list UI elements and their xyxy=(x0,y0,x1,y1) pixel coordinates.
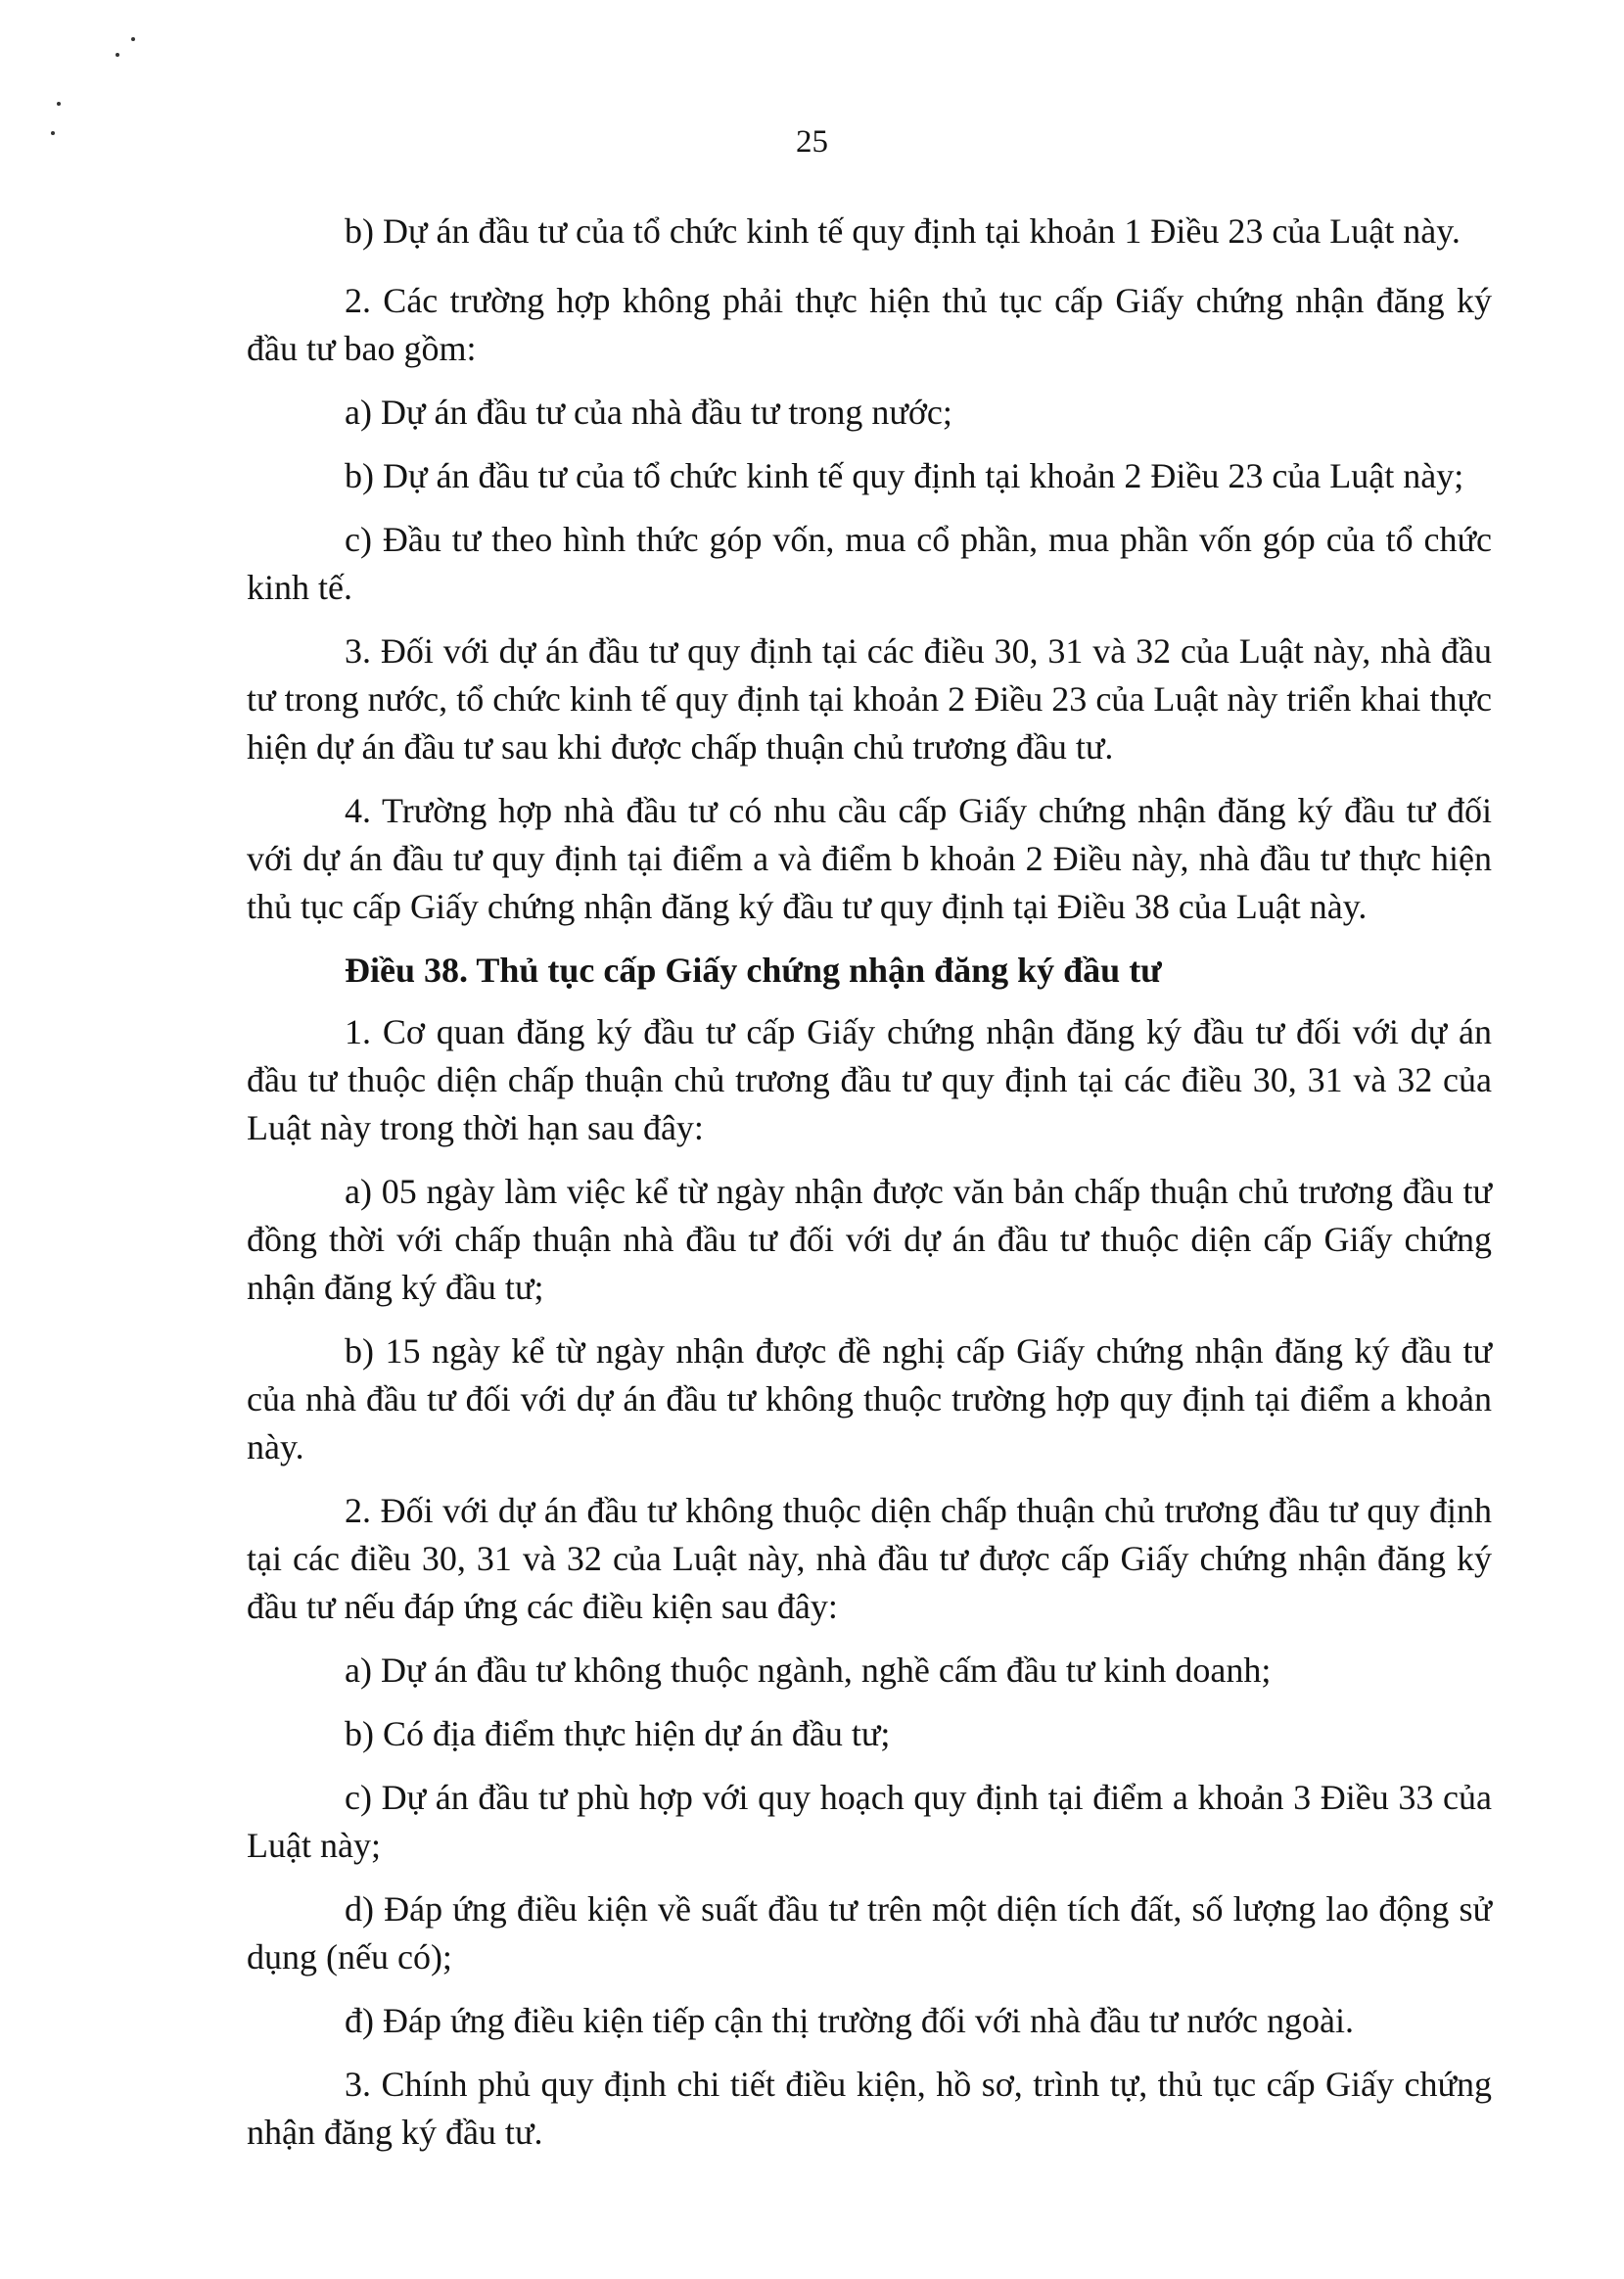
paragraph: 2. Đối với dự án đầu tư không thuộc diện chấp thuận chủ trương đầu tư quy định tại các điều 30, 31 và 32 của Luật này, nhà đầu tư được cấp Giấy chứng nhận đăng ký đầu tư nếu đáp ứng các điều kiện sau đây: xyxy=(247,1491,1492,1626)
paragraph: d) Đáp ứng điều kiện về suất đầu tư trên một diện tích đất, số lượng lao động sử dụng (nếu có); xyxy=(247,1889,1492,1977)
scan-speck xyxy=(57,102,61,106)
paragraph: 3. Chính phủ quy định chi tiết điều kiện, hồ sơ, trình tự, thủ tục cấp Giấy chứng nhận đăng ký đầu tư. xyxy=(247,2065,1492,2152)
paragraph: 2. Các trường hợp không phải thực hiện thủ tục cấp Giấy chứng nhận đăng ký đầu tư bao gồm: xyxy=(247,281,1492,368)
paragraph: c) Dự án đầu tư phù hợp với quy hoạch quy định tại điểm a khoản 3 Điều 33 của Luật này; xyxy=(247,1778,1492,1865)
paragraph: a) Dự án đầu tư không thuộc ngành, nghề cấm đầu tư kinh doanh; xyxy=(345,1651,1272,1690)
paragraph: b) 15 ngày kể từ ngày nhận được đề nghị cấp Giấy chứng nhận đăng ký đầu tư của nhà đầu tư đối với dự án đầu tư không thuộc trường hợp quy định tại điểm a khoản này. xyxy=(247,1331,1492,1466)
paragraph: 3. Đối với dự án đầu tư quy định tại các điều 30, 31 và 32 của Luật này, nhà đầu tư trong nước, tổ chức kinh tế quy định tại khoản 2 Điều 23 của Luật này triển khai thực hiện dự án đầu tư sau khi được chấp thuận chủ trương đầu tư. xyxy=(247,631,1492,767)
document-body xyxy=(247,208,1492,2172)
paragraph: a) Dự án đầu tư của nhà đầu tư trong nước; xyxy=(345,393,952,432)
article-heading: Điều 38. Thủ tục cấp Giấy chứng nhận đăng ký đầu tư xyxy=(345,951,1162,990)
paragraph: đ) Đáp ứng điều kiện tiếp cận thị trường đối với nhà đầu tư nước ngoài. xyxy=(345,2001,1354,2040)
page-number: 25 xyxy=(796,124,828,160)
paragraph: 4. Trường hợp nhà đầu tư có nhu cầu cấp Giấy chứng nhận đăng ký đầu tư đối với dự án đầu tư quy định tại điểm a và điểm b khoản 2 Điều này, nhà đầu tư thực hiện thủ tục cấp Giấy chứng nhận đăng ký đầu tư quy định tại Điều 38 của Luật này. xyxy=(247,791,1492,926)
paragraph: b) Dự án đầu tư của tổ chức kinh tế quy định tại khoản 1 Điều 23 của Luật này. xyxy=(345,211,1461,251)
paragraph: b) Dự án đầu tư của tổ chức kinh tế quy định tại khoản 2 Điều 23 của Luật này; xyxy=(345,456,1464,495)
paragraph: b) Có địa điểm thực hiện dự án đầu tư; xyxy=(345,1714,891,1753)
scan-speck xyxy=(131,37,135,41)
paragraph: c) Đầu tư theo hình thức góp vốn, mua cổ phần, mua phần vốn góp của tổ chức kinh tế. xyxy=(247,520,1492,607)
paragraph: 1. Cơ quan đăng ký đầu tư cấp Giấy chứng nhận đăng ký đầu tư đối với dự án đầu tư thuộc diện chấp thuận chủ trương đầu tư quy định tại các điều 30, 31 và 32 của Luật này trong thời hạn sau đây: xyxy=(247,1012,1492,1147)
paragraph: a) 05 ngày làm việc kể từ ngày nhận được văn bản chấp thuận chủ trương đầu tư đồng thời với chấp thuận nhà đầu tư đối với dự án đầu tư thuộc diện cấp Giấy chứng nhận đăng ký đầu tư; xyxy=(247,1172,1492,1307)
scan-speck xyxy=(116,53,119,57)
